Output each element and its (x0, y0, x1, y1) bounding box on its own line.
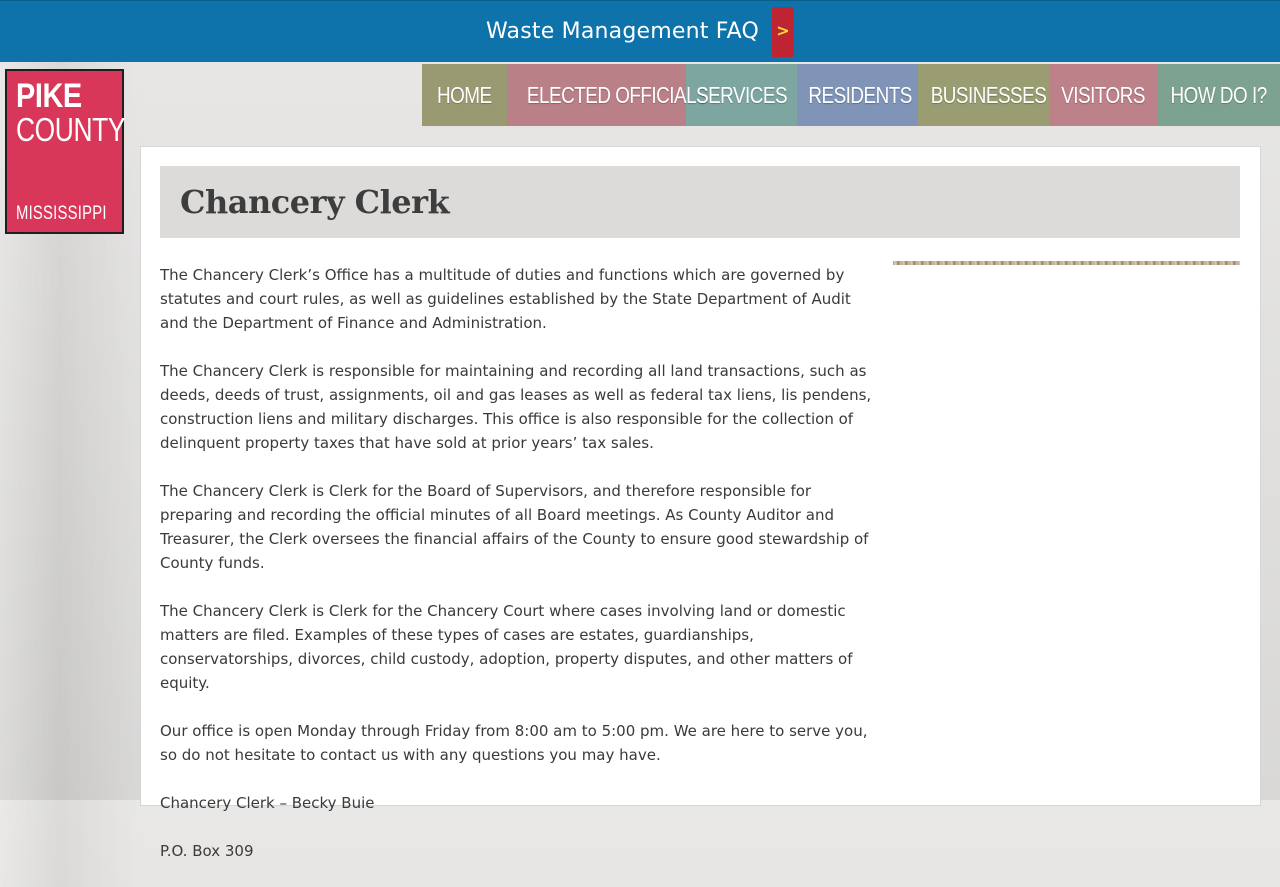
logo-line-county: COUNTY (16, 111, 126, 148)
logo-line-pike: PIKE (16, 77, 82, 115)
paragraph: The Chancery Clerk is responsible for maintaining and recording all land transactions, such as deeds, deeds of trust, assignments, oil and gas leases as well as federal tax liens, lis pendens, construction liens and military discharges. This office is also responsible for the collection of delinquent property taxes that have sold at prior years’ tax sales. (160, 362, 872, 452)
nav-item-residents[interactable]: RESIDENTS (797, 64, 918, 126)
main-content (160, 263, 876, 887)
banner-link[interactable]: Waste Management FAQ (486, 19, 759, 44)
contact-address: P.O. Box 309 (160, 842, 254, 860)
page-title: Chancery Clerk (180, 183, 450, 221)
nav-item-how-do-i[interactable]: HOW DO I? (1158, 64, 1280, 126)
nav-item-home[interactable]: HOME (422, 64, 507, 126)
nav-item-elected-officials[interactable]: ELECTED OFFICIALS (507, 64, 686, 126)
sidebar-image (893, 261, 1240, 265)
paragraph: Our office is open Monday through Friday from 8:00 am to 5:00 pm. We are here to serve you, so do not hesitate to contact us with any questions you may have. (160, 722, 868, 764)
paragraph: The Chancery Clerk is Clerk for the Board of Supervisors, and therefore responsible for preparing and recording the official minutes of all Board meetings. As County Auditor and Treasurer, the Clerk oversees the financial affairs of the County to ensure good stewardship of County funds. (160, 482, 869, 572)
paragraph: The Chancery Clerk’s Office has a multitude of duties and functions which are governed by statutes and court rules, as well as guidelines established by the State Department of Audit and the Department of Finance and Administration. (160, 266, 851, 332)
site-logo[interactable] (5, 69, 124, 234)
nav-item-services[interactable]: SERVICES (686, 64, 797, 126)
nav-item-businesses[interactable]: BUSINESSES (918, 64, 1049, 126)
page-title-bar (160, 166, 1240, 238)
announcement-banner (0, 0, 1280, 62)
paragraph: The Chancery Clerk is Clerk for the Chancery Court where cases involving land or domestic matters are filed. Examples of these types of cases are estates, guardianships, conservatorships, divorces, child custody, adoption, property disputes, and other matters of equity. (160, 602, 853, 692)
banner-next-button[interactable]: > (772, 7, 794, 57)
main-nav (422, 64, 1280, 126)
nav-item-visitors[interactable]: VISITORS (1049, 64, 1158, 126)
contact-name: Chancery Clerk – Becky Buie (160, 794, 375, 812)
logo-line-state: MISSISSIPPI (16, 203, 107, 224)
